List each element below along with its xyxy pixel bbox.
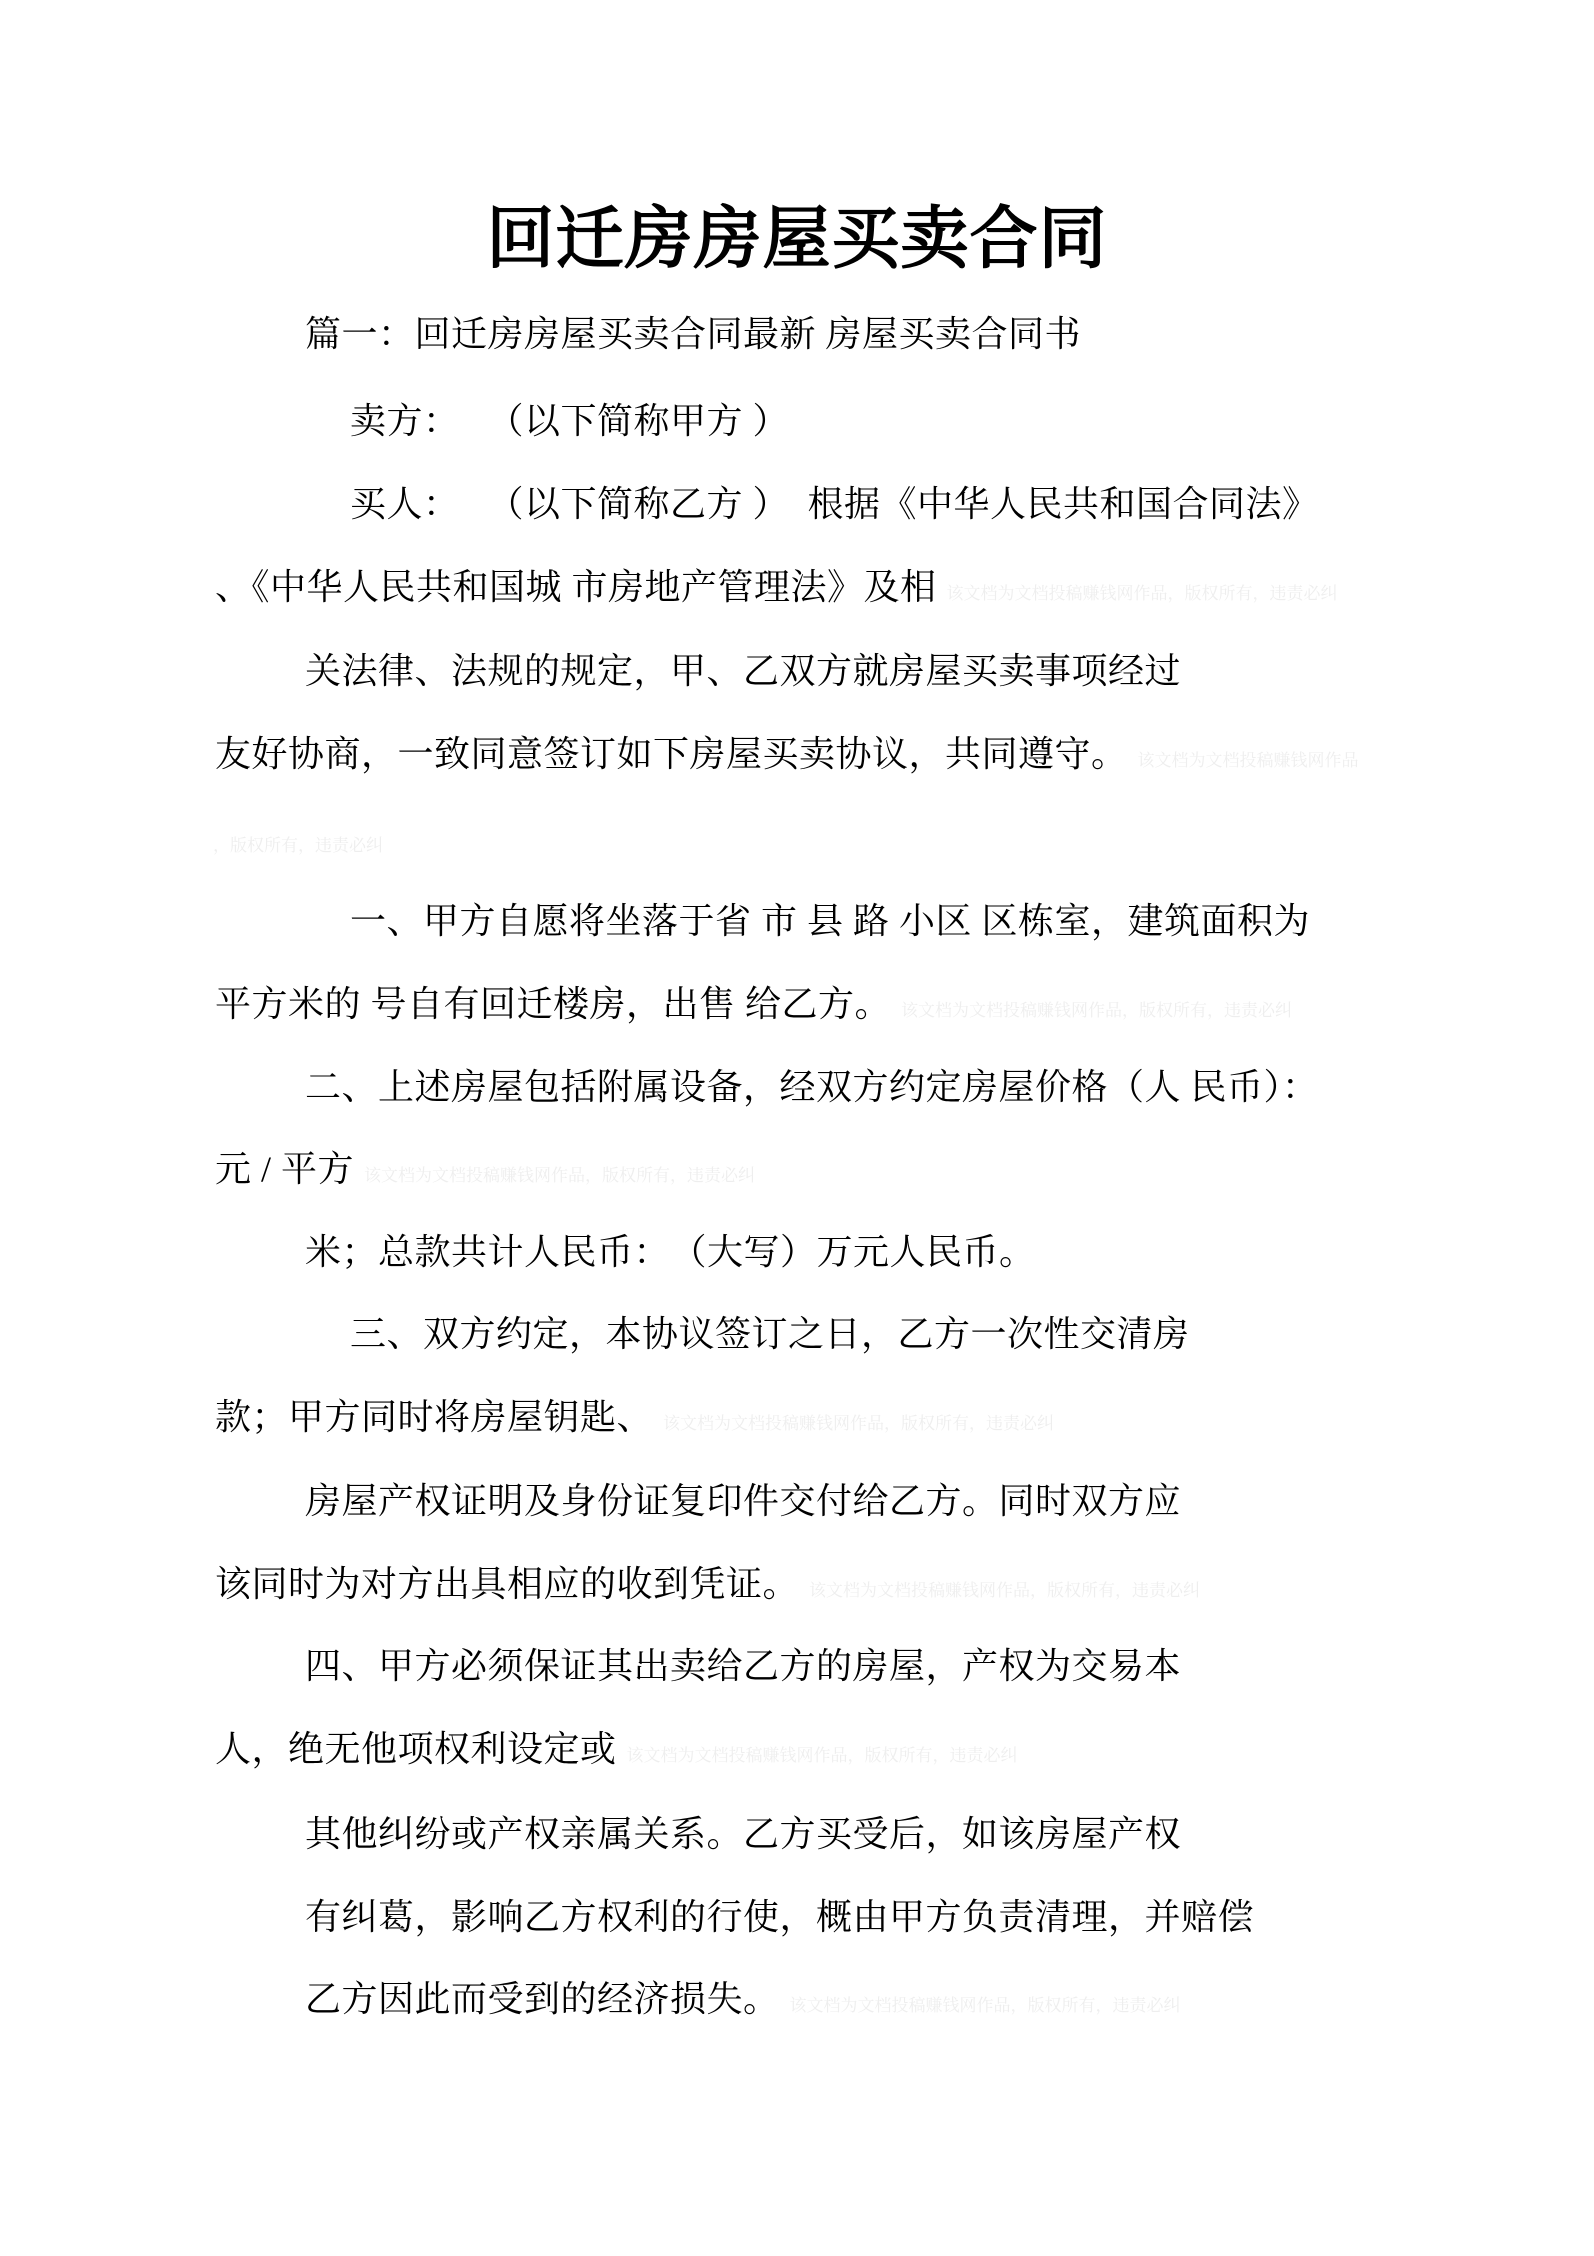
watermark-text: 该文档为文档投稿赚钱网作品，版权所有，违责必纠: [809, 1581, 1201, 1600]
watermark-text: ，版权所有，违责必纠: [213, 836, 383, 855]
line-text: 款；甲方同时将房屋钥匙、: [215, 1397, 654, 1437]
text-line: [305, 1480, 1191, 1523]
text-line: [350, 1313, 1200, 1356]
line-text: 卖方： （以下简称甲方 ）: [350, 401, 790, 441]
watermark-text: 该文档为文档投稿赚钱网作品，版权所有，违责必纠: [789, 1996, 1181, 2015]
line-text: 有纠葛，影响乙方权利的行使，概由甲方负责清理，并赔偿: [305, 1897, 1255, 1937]
watermark-text: 该文档为文档投稿赚钱网作品，版权所有，违责必纠: [626, 1746, 1018, 1765]
text-line: [215, 566, 1338, 609]
line-text: 米；总款共计人民币： （大写）万元人民币。: [305, 1232, 1036, 1272]
text-line: [350, 400, 799, 443]
watermark-text: 该文档为文档投稿赚钱网作品，版权所有，违责必纠: [901, 1001, 1293, 1020]
text-line: [350, 900, 1320, 943]
text-line: [215, 1148, 755, 1191]
line-text: 二、上述房屋包括附属设备，经双方约定房屋价格（人 民币）：: [305, 1067, 1319, 1107]
line-text: 一、甲方自愿将坐落于省 市 县 路 小区 区栋室，建筑面积为: [350, 901, 1311, 941]
line-text: 平方米的 号自有回迁楼房，出售 给乙方。: [215, 984, 892, 1024]
line-text: 三、双方约定，本协议签订之日，乙方一次性交清房: [350, 1314, 1190, 1354]
text-line: [350, 483, 1329, 526]
line-text: 、《中华人民共和国城 市房地产管理法》及相: [215, 567, 937, 607]
watermark-line: [213, 836, 383, 856]
line-text: 该同时为对方出具相应的收到凭证。: [215, 1564, 800, 1604]
line-text: 关法律、法规的规定，甲、乙双方就房屋买卖事项经过: [305, 651, 1182, 691]
line-text: 篇一：回迁房房屋买卖合同最新 房屋买卖合同书: [305, 314, 1082, 354]
watermark-text: 该文档为文档投稿赚钱网作品: [1137, 751, 1359, 770]
line-text: 四、甲方必须保证其出卖给乙方的房屋，产权为交易本: [305, 1646, 1182, 1686]
text-line: [305, 313, 1091, 356]
line-text: 房屋产权证明及身份证复印件交付给乙方。同时双方应: [305, 1481, 1182, 1521]
line-text: 人，绝无他项权利设定或: [215, 1729, 617, 1769]
text-line: [305, 650, 1191, 693]
line-text: 其他纠纷或产权亲属关系。乙方买受后，如该房屋产权: [305, 1814, 1182, 1854]
watermark-text: 该文档为文档投稿赚钱网作品，版权所有，违责必纠: [663, 1414, 1055, 1433]
text-line: [305, 1978, 1181, 2021]
text-line: [305, 1231, 1046, 1274]
line-text: 友好协商，一致同意签订如下房屋买卖协议，共同遵守。: [215, 734, 1128, 774]
document-title: 回迁房房屋买卖合同: [486, 201, 1108, 277]
text-line: [305, 1813, 1191, 1856]
line-text: 乙方因此而受到的经济损失。: [305, 1979, 780, 2019]
text-line: [305, 1066, 1329, 1109]
watermark-text: 该文档为文档投稿赚钱网作品，版权所有，违责必纠: [364, 1166, 756, 1185]
text-line: [215, 733, 1359, 776]
text-line: [215, 1728, 1018, 1771]
text-line: [305, 1896, 1264, 1939]
text-line: [215, 1396, 1054, 1439]
line-text: 元 / 平方: [215, 1149, 355, 1189]
text-line: [215, 1563, 1200, 1606]
watermark-text: 该文档为文档投稿赚钱网作品，版权所有，违责必纠: [946, 584, 1338, 603]
text-line: [215, 983, 1292, 1026]
text-line: [305, 1645, 1191, 1688]
line-text: 买人： （以下简称乙方 ） 根据《中华人民共和国合同法》: [350, 484, 1319, 524]
